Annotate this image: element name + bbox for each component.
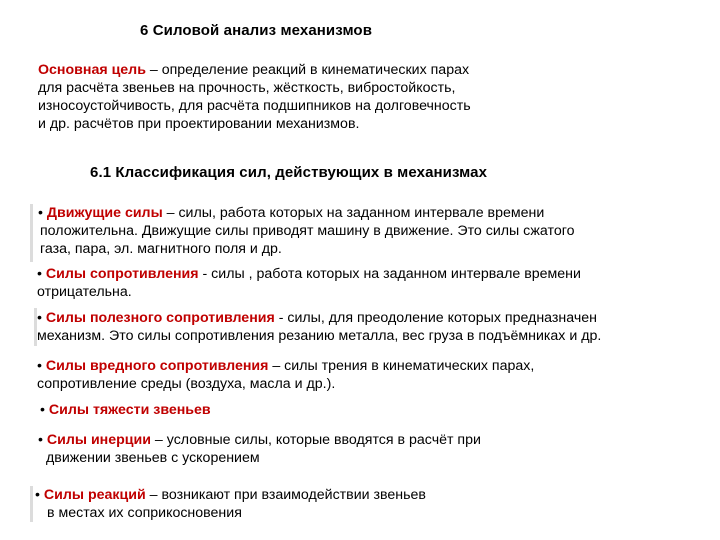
item-line: в местах их соприкосновения [47, 505, 242, 521]
item-term: Движущие силы [46, 205, 163, 221]
page-title: 6 Силовой анализ механизмов [140, 22, 373, 39]
item-line: отрицательна. [37, 284, 132, 300]
item-term: Силы инерции [46, 432, 151, 448]
bullet: • [38, 205, 43, 221]
item-line: движении звеньев с ускорением [46, 450, 260, 466]
list-item-gravity-forces [40, 401, 211, 419]
item-line: – силы, работа которых на заданном интервале времени [162, 205, 545, 221]
intro-line: для расчёта звеньев на прочность, жёсткость, вибростойкость, [38, 80, 456, 96]
intro-paragraph [38, 61, 471, 133]
bullet: • [35, 487, 40, 503]
section-subtitle: 6.1 Классификация сил, действующих в механизмах [90, 164, 488, 181]
list-item-reaction-forces [35, 486, 426, 522]
list-item-resistance-forces [37, 265, 581, 301]
bullet: • [37, 358, 42, 374]
item-term: Силы полезного сопротивления [45, 310, 275, 326]
bullet: • [40, 402, 45, 418]
item-line: газа, пара, эл. магнитного поля и др. [40, 241, 282, 257]
list-item-driving-forces [38, 204, 574, 258]
block-shadow [30, 486, 33, 522]
item-line: - силы , работа которых на заданном интервале времени [198, 266, 581, 282]
intro-term: Основная цель [38, 62, 146, 78]
item-line: – возникают при взаимодействии звеньев [145, 487, 426, 503]
list-item-inertia-forces [38, 431, 481, 467]
item-line: – условные силы, которые вводятся в расчёт при [150, 432, 481, 448]
item-term: Силы тяжести звеньев [48, 402, 211, 418]
intro-line: – определение реакций в кинематических парах [145, 62, 470, 78]
item-line: - силы, для преодоление которых предназначен [274, 310, 597, 326]
block-shadow [30, 204, 33, 262]
list-item-harmful-resistance [37, 357, 534, 393]
item-line: положительна. Движущие силы приводят машину в движение. Это силы сжатого [40, 223, 575, 239]
intro-line: и др. расчётов при проектировании механизмов. [38, 116, 360, 132]
item-term: Силы сопротивления [45, 266, 199, 282]
bullet: • [37, 266, 42, 282]
item-line: сопротивление среды (воздуха, масла и др.). [37, 376, 336, 392]
list-item-useful-resistance [37, 309, 601, 345]
bullet: • [37, 310, 42, 326]
item-term: Силы вредного сопротивления [45, 358, 269, 374]
item-line: – силы трения в кинематических парах, [268, 358, 535, 374]
intro-line: износоустойчивость, для расчёта подшипников на долговечность [38, 98, 471, 114]
item-term: Силы реакций [43, 487, 146, 503]
item-line: механизм. Это силы сопротивления резанию металла, вес груза в подъёмниках и др. [37, 328, 602, 344]
bullet: • [38, 432, 43, 448]
